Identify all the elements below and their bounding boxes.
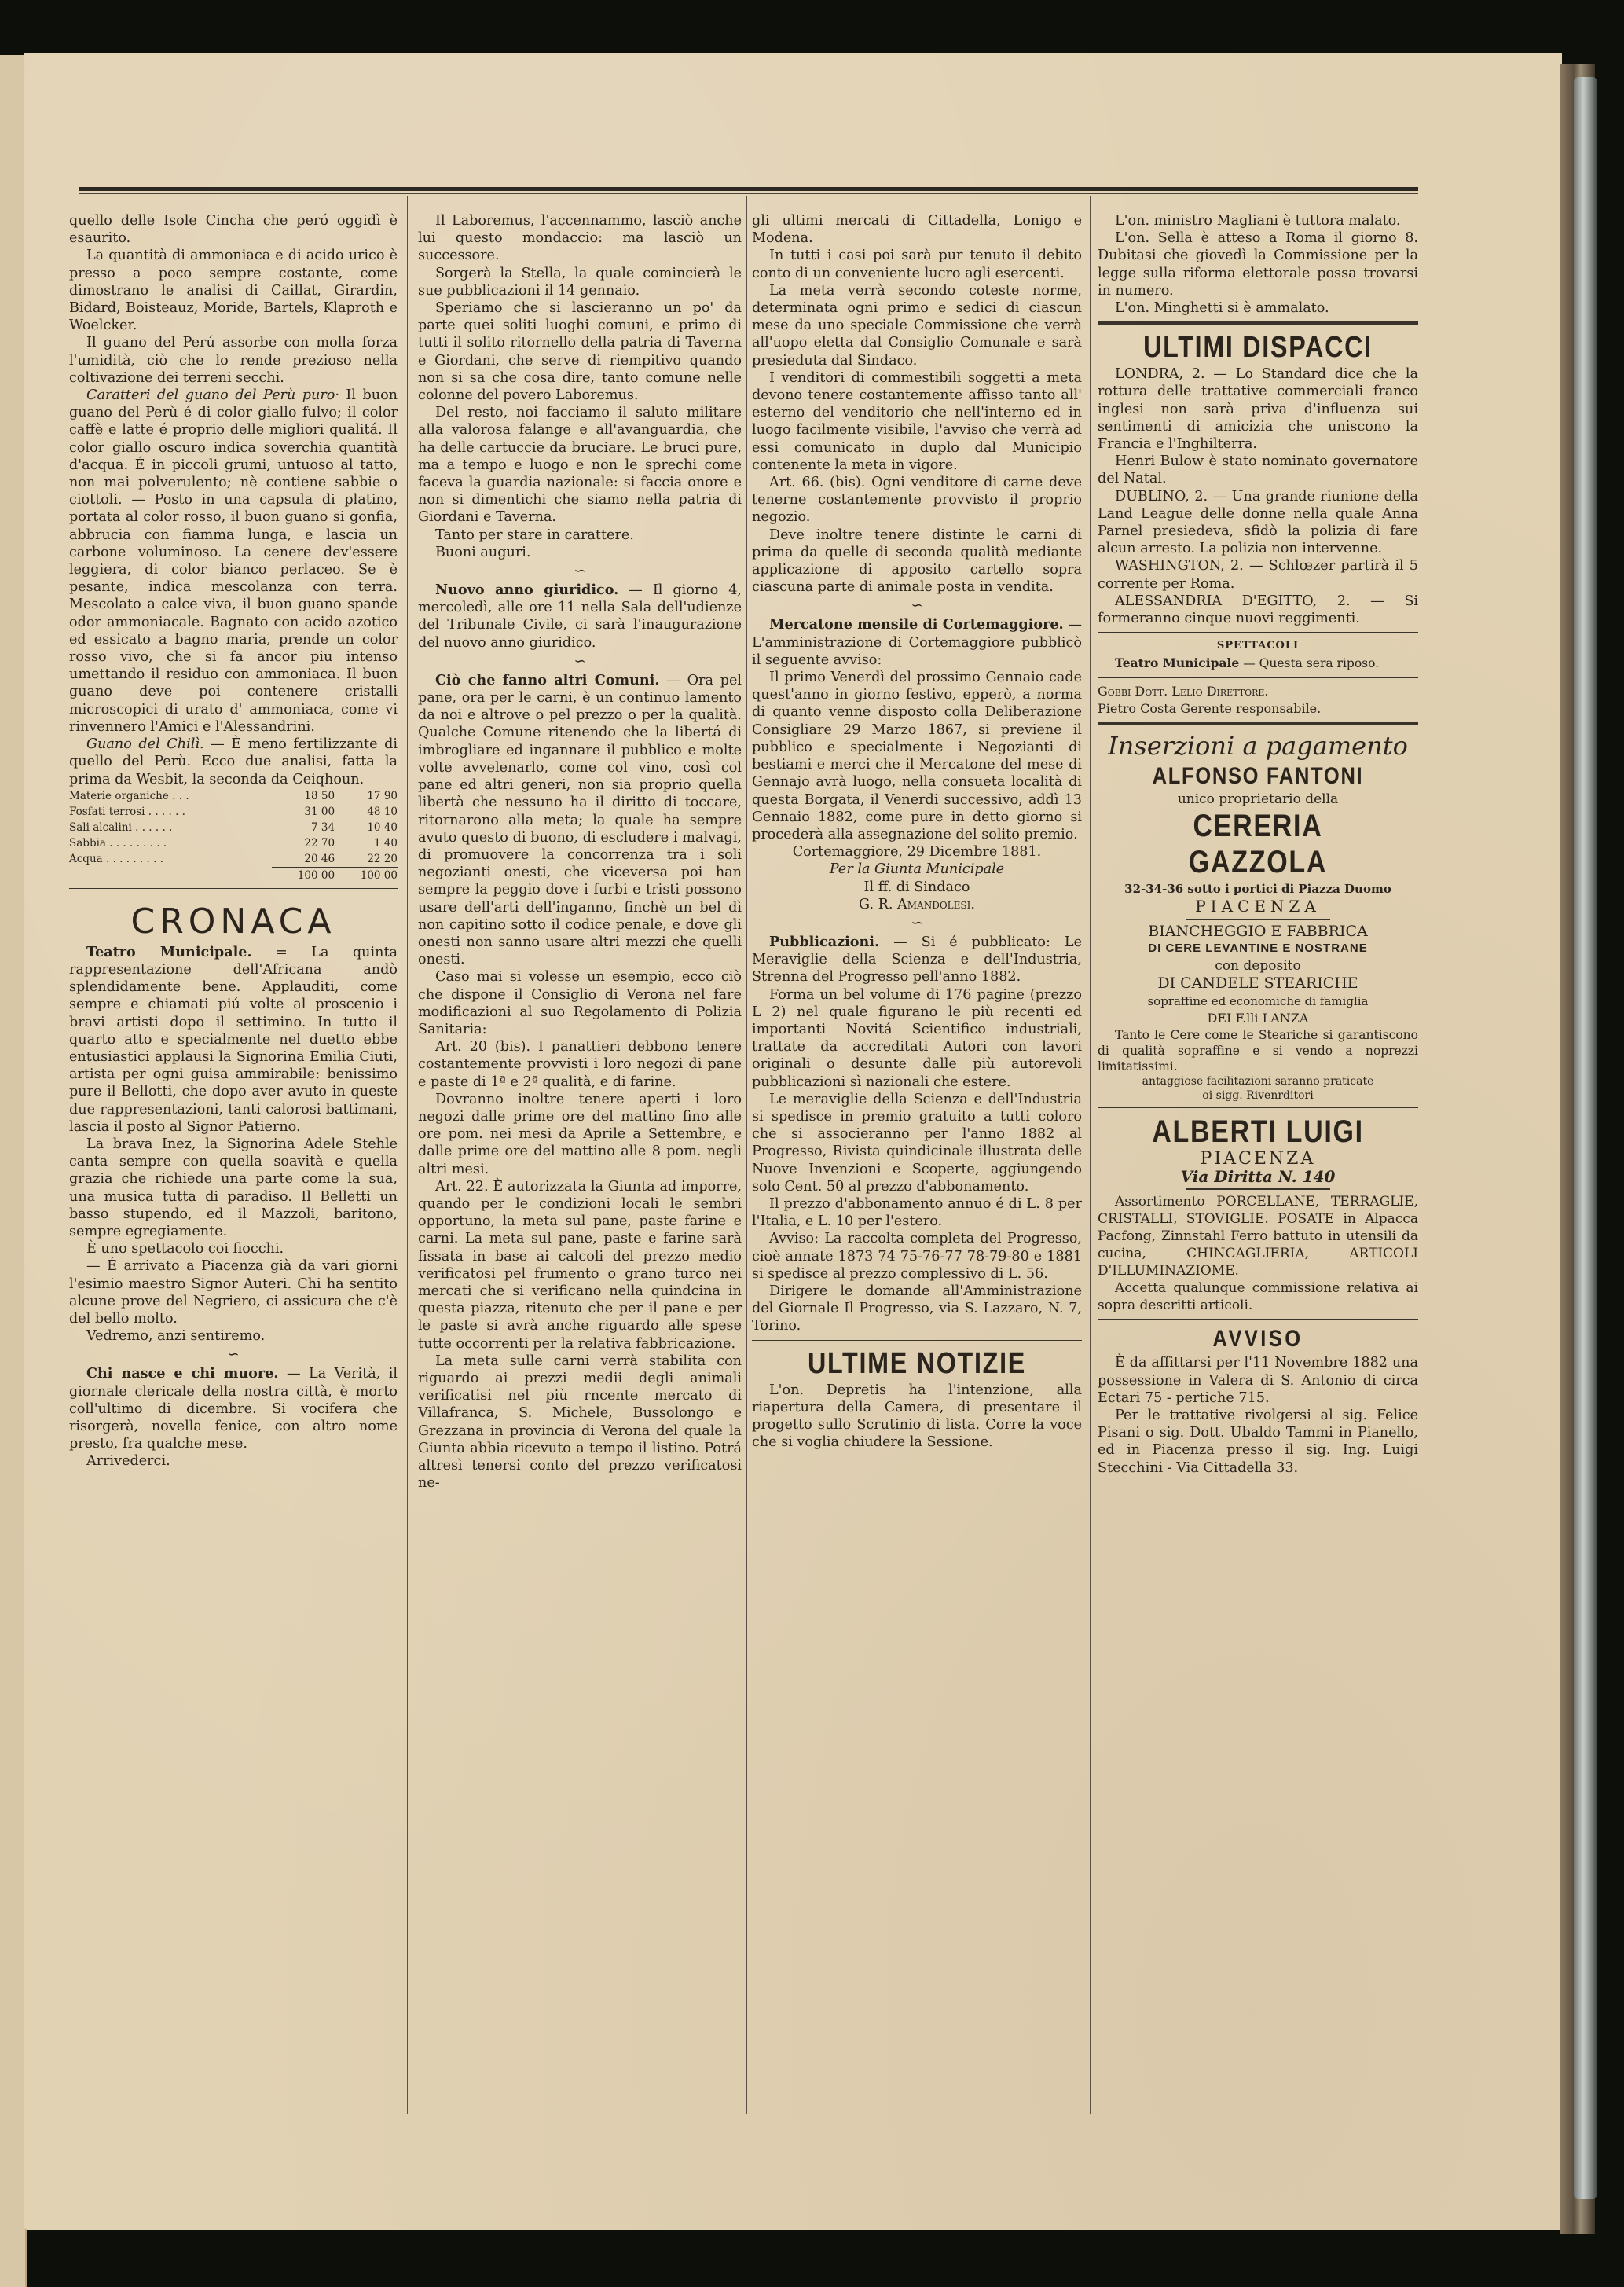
paragraph-text: — Il giorno 4, mercoledì, alle ore 11 nella Sala dell'udienze del Tribunale Civile, ci sarà l'inaugurazione del nuovo anno giuridico. bbox=[418, 582, 742, 651]
spettacoli-heading: SPETTACOLI bbox=[1216, 640, 1300, 652]
section-rule bbox=[752, 1340, 1082, 1341]
ornament-icon: ∽ bbox=[574, 652, 586, 670]
paragraph: DUBLINO, 2. — Una grande riunione della Land League delle donne nella quale Anna Parnel presiedeva, sfidò la polizia di fare alcun arresto. La polizia non intervenne. bbox=[1098, 488, 1418, 557]
dateline: Cortemaggiore, 29 Dicembre 1881. bbox=[792, 844, 1042, 861]
section-title-ultime-notizie: ULTIME NOTIZIE bbox=[807, 1346, 1026, 1380]
ad-text: DI CERE LEVANTINE E NOSTRANE bbox=[1148, 941, 1368, 955]
paragraph: Caso mai si volesse un esempio, ecco ciò che dispone il Consiglio di Verona nel fare modificazioni al suo Regolamento di Polizia Sanitaria: bbox=[418, 969, 742, 1037]
section-title-cronaca: CRONACA bbox=[130, 901, 336, 942]
table-row bbox=[69, 851, 398, 868]
paragraph bbox=[752, 616, 1082, 669]
ad-rule bbox=[1186, 919, 1330, 920]
value-a: 20 46 bbox=[304, 852, 335, 865]
ad-city: PIACENZA bbox=[1195, 897, 1321, 916]
ad-text: DEI F.lli LANZA bbox=[1207, 1010, 1309, 1026]
paragraph: — É arrivato a Piacenza già da vari giorni l'esimio maestro Signor Auteri. Chi ha sentito alcune prove del Negriero, ci assicura che c'è del bello molto. bbox=[69, 1258, 398, 1327]
column-rule bbox=[1090, 196, 1091, 2114]
paragraph: Avviso: La raccolta completa del Progresso, cioè annate 1873 74 75-76-77 78-79-80 e 1881 si spedisce al prezzo complessivo di L. 56. bbox=[752, 1231, 1082, 1282]
paragraph: Il guano del Perú assorbe con molla forza l'umidità, ciò che lo rende prezioso nella coltivazione dei terreni secchi. bbox=[69, 335, 398, 386]
table-row bbox=[69, 804, 398, 820]
ad-text: DI CANDELE STEARICHE bbox=[1157, 975, 1358, 993]
subheading: Guano del Chilì. bbox=[86, 736, 204, 753]
ad-name: ALBERTI LUIGI bbox=[1152, 1114, 1364, 1149]
paragraph-text: — È meno fertilizzante di quello del Perù. Ecco due analisi, fatta la prima da Wesbit, la seconda da Ceiqhoun. bbox=[69, 736, 398, 787]
paragraph: In tutti i casi poi sarà pur tenuto il debito conto di un conveniente lucro agli esercenti. bbox=[752, 248, 1082, 281]
ornament-icon: ∽ bbox=[574, 563, 586, 580]
paragraph-text: — La Verità, il giornale clericale della nostra città, è morto coll'ultimo di dicembre. Si vocifera che risorgerà, novella fenice, con altro nome presto, fra qualche mese. bbox=[69, 1366, 398, 1452]
paragraph-text: — Si é pubblicato: Le Meraviglie della Scienza e dell'Industria, Strenna del Progresso pell'anno 1882. bbox=[752, 934, 1082, 986]
signature-name: G. R. Amandolesi. bbox=[859, 896, 975, 912]
ad-address: Via Diritta N. 140 bbox=[1180, 1167, 1336, 1187]
news-headline: Ciò che fanno altri Comuni. bbox=[435, 671, 660, 688]
table-row bbox=[69, 835, 398, 851]
avviso-heading: AVVISO bbox=[1212, 1326, 1303, 1353]
paragraph: La brava Inez, la Signorina Adele Stehle canta sempre con quella soavità e quella grazia che richiede una parte come la sua, una musica tutta di paradiso. Il Belletti un basso stupendo, ed il Mazzoli, baritono, sempre egregiamente. bbox=[69, 1136, 398, 1239]
ad-text: sopraffine ed economiche di famiglia bbox=[1147, 993, 1369, 1008]
paragraph: Buoni auguri. bbox=[435, 544, 531, 560]
manager-line: Pietro Costa Gerente responsabile. bbox=[1098, 700, 1322, 716]
ad-name: ALFONSO FANTONI bbox=[1152, 763, 1364, 790]
paragraph: WASHINGTON, 2. — Schlœzer partirà il 5 corrente per Roma. bbox=[1098, 558, 1418, 592]
paragraph bbox=[69, 736, 398, 788]
paragraph bbox=[69, 944, 398, 1136]
director-line: Gobbi Dott. Lelio Direttore. bbox=[1098, 683, 1269, 699]
ad-city: PIACENZA bbox=[1200, 1148, 1316, 1169]
paragraph: Art. 22. È autorizzata la Giunta ad imporre, quando per le condizioni locali le sembri opportuno, la meta sul pane, paste farine e carni. La meta sul pane, paste e farine sarà fissata in base ai calcoli del prezzo medio verificatosi pel frumento o grano turco nei mercati che si verificano nella quindcina in questa piazza, ritenuto che per il pane e per le paste si avrà anche riguardo alle spese tutte occorrenti per la relativa fabbricazione. bbox=[418, 1178, 742, 1352]
value-b: 1 40 bbox=[373, 836, 398, 850]
ornament-icon: ∽ bbox=[227, 1346, 240, 1364]
value-a: 22 70 bbox=[304, 836, 335, 850]
row-label: Sabbia . . . . . . . . . bbox=[69, 836, 167, 850]
binding-clasp bbox=[1574, 77, 1597, 2199]
section-rule bbox=[1098, 722, 1418, 725]
paragraph-text: — L'amministrazione di Cortemaggiore pubblicò il seguente avviso: bbox=[752, 617, 1083, 668]
paragraph-text: Il buon guano del Perù é di color giallo fulvo; il color caffè e latte é proprio delle migliori qualitá. Il color giallo oscuro indica soverchia quantità d'acqua. É in piccoli grumi, untuoso al tatto, non mai polverulento; nè contiene sabbie o ciottoli. — Posto in una capsula di platino, portata al color rosso, il buon guano si gonfia, abbrucia con fiamma lunga, e lascia un carbone voluminoso. La cenere dev'essere leggiera, di color bianco perlaceo. Se è pesante, indica mescolanza con terra. Mescolato a calce viva, il buon guano spande odor ammoniacale. Bagnato con acido azotico ed essicato a bagno maria, prende un color rosso vivo, che si fa ancor piu intenso umettando il residuo con ammoniaca. Il buon guano deve poi contenere cristalli microscopici di urato d' ammoniaca, come vi rinvennero l'Amici e l'Alessandrini. bbox=[69, 387, 398, 735]
paragraph bbox=[1098, 655, 1418, 672]
ad-rule bbox=[1186, 1188, 1330, 1190]
paragraph: Speriamo che si lascieranno un po' da parte quei soliti luoghi comuni, e primo di tutti il solito ritornello della patria di Taverna e Giordani, che serve di riempitivo quando non si sa che cosa dire, tanto comune nelle colonne del povero Laboremus. bbox=[418, 300, 742, 404]
paragraph: Vedremo, anzi sentiremo. bbox=[86, 1328, 266, 1345]
section-rule bbox=[1098, 632, 1418, 633]
paragraph: La quantità di ammoniaca e di acido urico è presso a poco sempre costante, come dimostrano le analisi di Caillat, Girardin, Bidard, Boisteauz, Moride, Bartels, Klaproth e Woelcker. bbox=[69, 248, 398, 334]
row-label: Fosfati terrosi . . . . . . bbox=[69, 805, 185, 818]
paragraph bbox=[418, 672, 742, 968]
value-b: 48 10 bbox=[367, 805, 398, 818]
paragraph-text: — Questa sera riposo. bbox=[1243, 656, 1380, 671]
paragraph bbox=[418, 582, 742, 652]
paragraph: Le meraviglie della Scienza e dell'Industria si spedisce in premio gratuito a tutti coloro che si associeranno per l'anno 1882 al Progresso, Rivista quindicinale illustrata delle Nuove Invenzioni e Scoperte, aggiungendo solo Cent. 50 al prezzo d'abbonamento. bbox=[752, 1091, 1082, 1195]
value-a: 31 00 bbox=[304, 805, 335, 818]
paragraph: LONDRA, 2. — Lo Standard dice che la rottura delle trattative commerciali franco inglesi non sarà priva d'influenza sui sentimenti di amicizia che uniscono la Francia e l'Inghilterra. bbox=[1098, 366, 1418, 453]
paragraph: L'on. Sella è atteso a Roma il giorno 8. Dubitasi che giovedì la Commissione per la legge sulla riforma elettorale possa trovarsi in numero. bbox=[1098, 230, 1418, 299]
paragraph: Art. 20 (bis). I panattieri debbono tenere costantemente provvisti i loro negozi di pane e paste di 1ª e 2ª qualità, e di farine. bbox=[418, 1039, 742, 1090]
paragraph: La meta sulle carni verrà stabilita con riguardo ai prezzi medii degli animali verificatisi nel più rncente mercato di Villafranca, S. Michele, Bussolongo e Grezzana in provincia di Verona del quale la Giunta abbia ricevuto a tempo il listino. Potrá altresì tenersi conto del prezzo verificatosi ne- bbox=[418, 1353, 742, 1492]
ad-text: unico proprietario della bbox=[1177, 791, 1339, 808]
row-label: Materie organiche . . . bbox=[69, 789, 189, 802]
paragraph bbox=[69, 1365, 398, 1452]
paragraph: La meta verrà secondo coteste norme, determinata ogni primo e sedici di ciascun mese da uno speciale Commissione che verrà all'uopo eletta dal Consiglio Comunale e sarà presieduta dal Sindaco. bbox=[752, 282, 1082, 369]
signature-line: Per la Giunta Municipale bbox=[829, 861, 1005, 878]
header-rule-thin bbox=[79, 193, 1418, 194]
paragraph: L'on. Depretis ha l'intenzione, alla riapertura della Camera, di presentare il progetto sullo Scrutinio di lista. Corre la voce che si voglia chiudere la Sessione. bbox=[752, 1382, 1082, 1451]
news-headline: Mercatone mensile di Cortemaggiore. bbox=[769, 616, 1064, 633]
table-row bbox=[69, 820, 398, 835]
news-headline: Teatro Municipale. bbox=[86, 943, 252, 960]
value-b: 22 20 bbox=[367, 852, 398, 865]
column-4 bbox=[1098, 212, 1418, 1477]
paragraph: ALESSANDRIA D'EGITTO, 2. — Si formeranno cinque nuovi reggimenti. bbox=[1098, 593, 1418, 627]
ad-text: con deposito bbox=[1215, 958, 1301, 975]
paragraph: Henri Bulow è stato nominato governatore del Natal. bbox=[1098, 453, 1418, 487]
section-rule bbox=[69, 888, 398, 889]
paid-ads-heading: Inserzioni a pagamento bbox=[1108, 731, 1408, 762]
row-label: Sali alcalini . . . . . . bbox=[69, 820, 173, 834]
value-a: 18 50 bbox=[304, 789, 335, 802]
dash: = bbox=[276, 944, 288, 960]
section-rule bbox=[1098, 321, 1418, 325]
value-b: 10 40 bbox=[367, 820, 398, 834]
ad-text: BIANCHEGGIO E FABBRICA bbox=[1148, 922, 1368, 940]
paragraph: Dirigere le domande all'Amministrazione del Giornale Il Progresso, via S. Lazzaro, N. 7, Torino. bbox=[752, 1283, 1082, 1334]
ad-footer: oi sigg. Rivenrditori bbox=[1202, 1088, 1314, 1102]
ad-footer: antaggiose facilitazioni saranno praticate bbox=[1142, 1074, 1374, 1088]
ad-rule bbox=[1098, 1107, 1418, 1108]
value-a: 7 34 bbox=[311, 820, 335, 834]
paragraph: Forma un bel volume di 176 pagine (prezzo L 2) nel quale figurano le più recenti ed importanti Novitá Scientifico industriali, trattate da accreditati Autori con lavori originali o desunte dalle più autorevoli pubblicazioni sì nazionali che estere. bbox=[752, 986, 1082, 1090]
paragraph: L'on. ministro Magliani è tuttora malato. bbox=[1115, 213, 1401, 229]
left-page-edge bbox=[0, 55, 27, 2287]
column-rule bbox=[407, 196, 408, 2114]
paragraph bbox=[69, 387, 398, 736]
ad-body: Assortimento PORCELLANE, TERRAGLIE, CRISTALLI, STOVIGLIE. POSATE in Alpacca Pacfong, Zinnstahl Ferro battuto in utensili da cucina, CHINCAGLIERIA, ARTICOLI D'ILLUMINAZIOME. bbox=[1098, 1194, 1418, 1279]
paragraph: quello delle Isole Cincha che peró oggidì è esaurito. bbox=[69, 213, 398, 247]
paragraph: Il prezzo d'abbonamento annuo é di L. 8 per l'Italia, e L. 10 per l'estero. bbox=[752, 1195, 1082, 1230]
signature-line: Il ff. di Sindaco bbox=[863, 879, 970, 895]
column-3 bbox=[752, 212, 1082, 1451]
paragraph: È uno spettacolo coi fiocchi. bbox=[86, 1241, 284, 1257]
total-b: 100 00 bbox=[335, 867, 398, 883]
paragraph: Dovranno inoltre tenere aperti i loro negozi dalle prime ore del mattino fino alle ore pom. nei mesi da Aprile a Settembre, e dalle prime ore del mattino alle 8 pom. negli altri mesi. bbox=[418, 1091, 742, 1177]
ad-body: Tanto le Cere come le Steariche si garantiscono di qualità sopraffine e si vendo a noprezzi limitatissimi. bbox=[1098, 1027, 1418, 1074]
column-1 bbox=[69, 212, 398, 1470]
paragraph-text: La quinta rappresentazione dell'Africana andò splendidamente bene. Applauditi, come sempre e chiamati piú volte al proscenio i bravi artisti dopo il settimino. In tutto il quarto atto e specialmente nel duetto ebbe entusiastici applausi la Signorina Emilia Ciuti, artista per ogni guisa ammirabile: benissimo pure il Bellotti, che dopo aver avuto in queste due rappresentazioni, tanti calorosi battimani, lascia il posto al Signor Patierno. bbox=[69, 944, 398, 1135]
paragraph: Sorgerà la Stella, la quale comincierà le sue pubblicazioni il 14 gennaio. bbox=[418, 265, 742, 299]
ad-address: 32-34-36 sotto i portici di Piazza Duomo bbox=[1124, 882, 1391, 897]
paragraph: gli ultimi mercati di Cittadella, Lonigo e Modena. bbox=[752, 213, 1082, 247]
paragraph: Deve inoltre tenere distinte le carni di prima da quelle di seconda qualità mediante applicazione di apposito cartello sopra ciascuna parte di animale posta in vendita. bbox=[752, 527, 1082, 596]
ad-rule bbox=[1098, 1319, 1418, 1320]
news-headline: Teatro Municipale bbox=[1115, 655, 1240, 671]
ornament-icon: ∽ bbox=[911, 914, 923, 931]
paragraph-text: — Ora pel pane, ora per le carni, è un continuo lamento da noi e altrove o pel prezzo o per la qualità. Qualche Comune ritenendo che la libertá di imbrogliare ed ingannare il pubblico e molte volte avvelenarlo, come col vino, così col pane ed altri generi, non sia proprio quella libertà che nessuno ha il diritto di toccare, ritornarono alla meta; la quale ha sempre avuto questo di buono, di escludere i malvagi, di promuovere la concorrenza tra i soli negozianti onesti, che viceversa poi han sempre la peggio dove i furbi e tristi possono usare dell'arti dell'inganno, finchè un bel dì non capitino sotto il codice penale, e dove gli onesti non sanno usare altri mezzi che quelli onesti. bbox=[418, 672, 742, 968]
paragraph: Il primo Venerdì del prossimo Gennaio cade quest'anno in giorno festivo, epperò, a norma di quanto venne disposto colla Deliberazione Consigliare 29 Marzo 1867, si previene il pubblico e specialmente i Negozianti di bestiami e merci che il Mercatone del mese di Gennajo avrà luogo, nella consueta località di questa Borgata, il Venerdi successivo, addì 13 Gennaio 1882, come pure in detto giorno si procederà alla assegnazione del solito premio. bbox=[752, 670, 1082, 842]
paragraph: Del resto, noi facciamo il saluto militare alla valorosa falange e all'avanguardia, che ha delle cartuccie da bruciare. Le bruci pure, ma a tempo e luogo e non le sprechi come faceva la guardia nazionale: si faccia onore e non si dimentichi che siamo nella patria di Giordani e Taverna. bbox=[418, 405, 742, 526]
table-row bbox=[69, 788, 398, 804]
column-2 bbox=[418, 212, 742, 1492]
paragraph: Il Laboremus, l'accennammo, lasciò anche lui questo mondaccio: ma lasciò un successore. bbox=[418, 213, 742, 264]
paragraph: I venditori di commestibili soggetti a meta devono tenere costantemente affisso tanto all' esterno del venditorio che nell'interno ed in luogo facilmente visibile, l'avviso che verrà ad essi comunicato in duplo dal Municipio contenente la meta in vigore. bbox=[752, 369, 1082, 473]
section-rule bbox=[1098, 677, 1418, 678]
news-headline: Pubblicazioni. bbox=[769, 933, 880, 950]
news-headline: Nuovo anno giuridico. bbox=[435, 582, 619, 599]
total-a: 100 00 bbox=[272, 867, 335, 883]
ad-firm: CERERIA GAZZOLA bbox=[1188, 809, 1328, 880]
row-label: Acqua . . . . . . . . . bbox=[69, 852, 163, 865]
analysis-table bbox=[69, 788, 398, 883]
column-rule bbox=[746, 196, 747, 2114]
paragraph: Tanto per stare in carattere. bbox=[435, 527, 634, 543]
section-title-ultimi-dispacci: ULTIMI DISPACCI bbox=[1143, 331, 1373, 365]
ornament-icon: ∽ bbox=[911, 597, 923, 615]
paragraph: L'on. Minghetti si è ammalato. bbox=[1115, 300, 1329, 317]
ad-body: Accetta qualunque commissione relativa ai sopra descritti articoli. bbox=[1098, 1280, 1418, 1314]
paragraph: Arrivederci. bbox=[86, 1453, 170, 1470]
header-rule bbox=[79, 187, 1418, 191]
news-headline: Chi nasce e chi muore. bbox=[86, 1365, 279, 1382]
paragraph bbox=[752, 934, 1082, 986]
paragraph: Per le trattative rivolgersi al sig. Felice Pisani o sig. Dott. Ubaldo Tammi in Pianello, ed in Piacenza presso il sig. Ing. Luigi Stecchini - Via Cittadella 33. bbox=[1098, 1407, 1418, 1476]
paragraph: Art. 66. (bis). Ogni venditore di carne deve tenerne costantemente provvisto il proprio negozio. bbox=[752, 475, 1082, 526]
paragraph: È da affittarsi per l'11 Novembre 1882 una possessione in Valera di S. Antonio di circa Ectari 75 - pertiche 715. bbox=[1098, 1355, 1418, 1406]
value-b: 17 90 bbox=[367, 789, 398, 802]
subheading: Caratteri del guano del Perù puro· bbox=[86, 387, 339, 404]
